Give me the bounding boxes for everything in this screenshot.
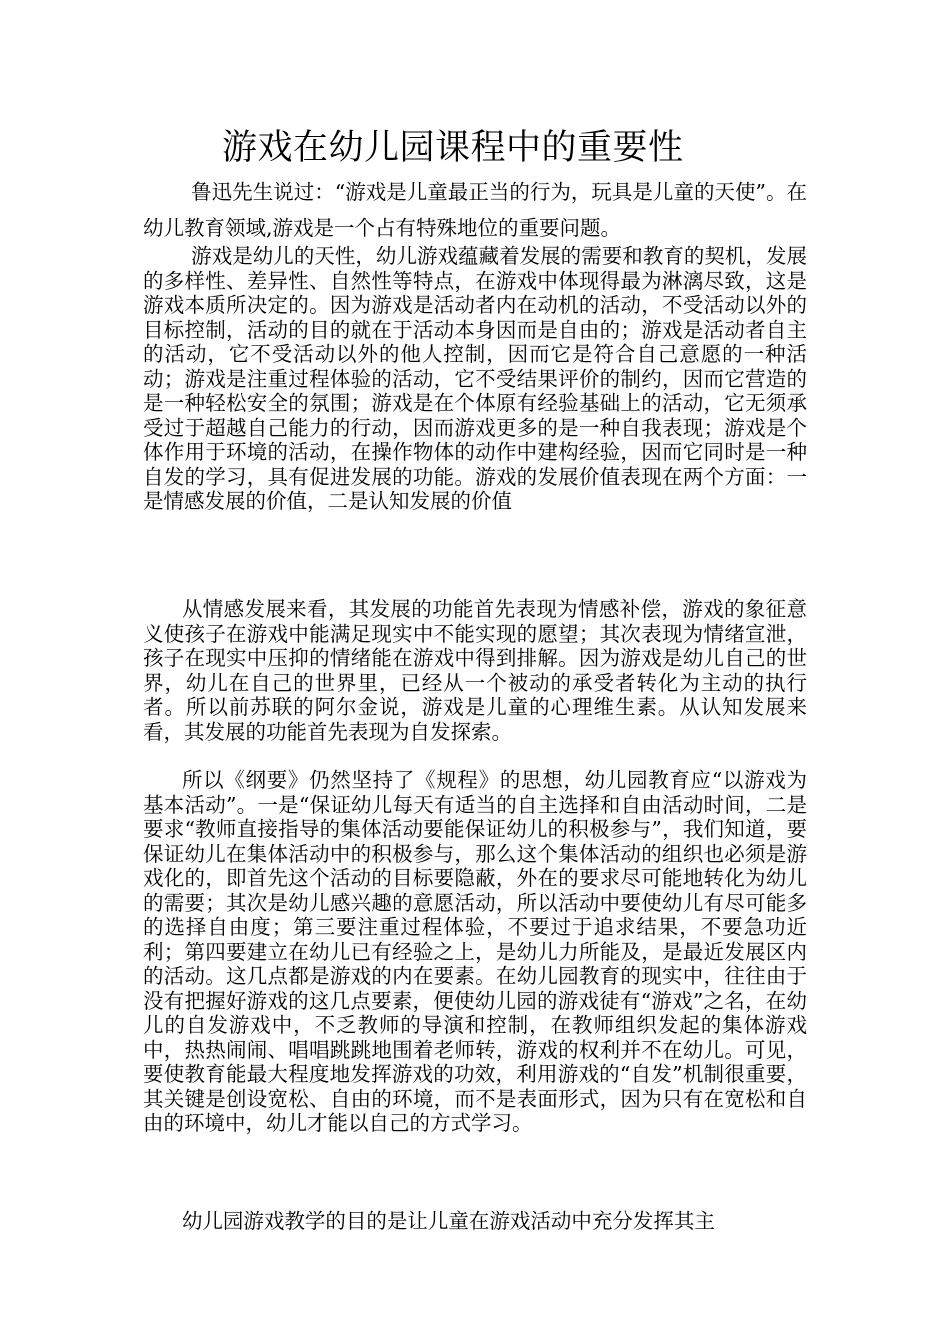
body-paragraph-1: 游戏是幼儿的天性，幼儿游戏蕴藏着发展的需要和教育的契机，发展的多样性、差异性、自然性等特点，在游戏中体现得最为淋漓尽致，这是游戏本质所决定的。因为游戏是活动者内在动机的活动，不受活动以外的目标控制，活动的目的就在于活动本身因而是自由的；游戏是活动者自主的活动，它不受活动以外的他人控制，因而它是符合自己意愿的一种活动；游戏是注重过程体验的活动，它不受结果评价的制约，因而它营造的是一种轻松安全的氛围；游戏是在个体原有经验基础上的活动，它无须承受过于超越自己能力的行动，因而游戏更多的是一种自我表现；游戏是个体作用于环境的活动，在操作物体的动作中建构经验，因而它同时是一种自发的学习，具有促进发展的功能。游戏的发展价值表现在两个方面：一是情感发展的价值，二是认知发展的价值: [143, 244, 807, 513]
document-title: 游戏在幼儿园课程中的重要性: [222, 128, 684, 168]
body-paragraph-2: 从情感发展来看，其发展的功能首先表现为情感补偿，游戏的象征意义使孩子在游戏中能满足现实中不能实现的愿望；其次表现为情绪宣泄，孩子在现实中压抑的情绪能在游戏中得到排解。因为游戏是幼儿自己的世界，幼儿在自己的世界里，已经从一个被动的承受者转化为主动的执行者。所以前苏联的阿尔金说，游戏是儿童的心理维生素。从认知发展来看，其发展的功能首先表现为自发探索。: [143, 597, 807, 744]
opening-quote-paragraph: 鲁迅先生说过：“游戏是儿童最正当的行为，玩具是儿童的天使”。在幼儿教育领域,游戏是一个占有特殊地位的重要问题。: [143, 180, 807, 240]
body-paragraph-4: 幼儿园游戏教学的目的是让儿童在游戏活动中充分发挥其主: [181, 1209, 715, 1233]
body-paragraph-3: 所以《纲要》仍然坚持了《规程》的思想，幼儿园教育应“以游戏为基本活动”。一是“保证幼儿每天有适当的自主选择和自由活动时间，二是要求“教师直接指导的集体活动要能保证幼儿的积极参与”，我们知道，要保证幼儿在集体活动中的积极参与，那么这个集体活动的组织也必须是游戏化的，即首先这个活动的目标要隐蔽，外在的要求尽可能地转化为幼儿的需要；其次是幼儿感兴趣的意愿活动，所以活动中要使幼儿有尽可能多的选择自由度；第三要注重过程体验，不要过于追求结果，不要急功近利；第四要建立在幼儿已有经验之上，是幼儿力所能及，是最近发展区内的活动。这几点都是游戏的内在要素。在幼儿园教育的现实中，往往由于没有把握好游戏的这几点要素，便使幼儿园的游戏徒有“游戏”之名，在幼儿的自发游戏中，不乏教师的导演和控制，在教师组织发起的集体游戏中，热热闹闹、唱唱跳跳地围着老师转，游戏的权利并不在幼儿。可见，要使教育能最大程度地发挥游戏的功效，利用游戏的“自发”机制很重要，其关键是创设宽松、自由的环境，而不是表面形式，因为只有在宽松和自由的环境中，幼儿才能以自己的方式学习。: [143, 768, 807, 1135]
